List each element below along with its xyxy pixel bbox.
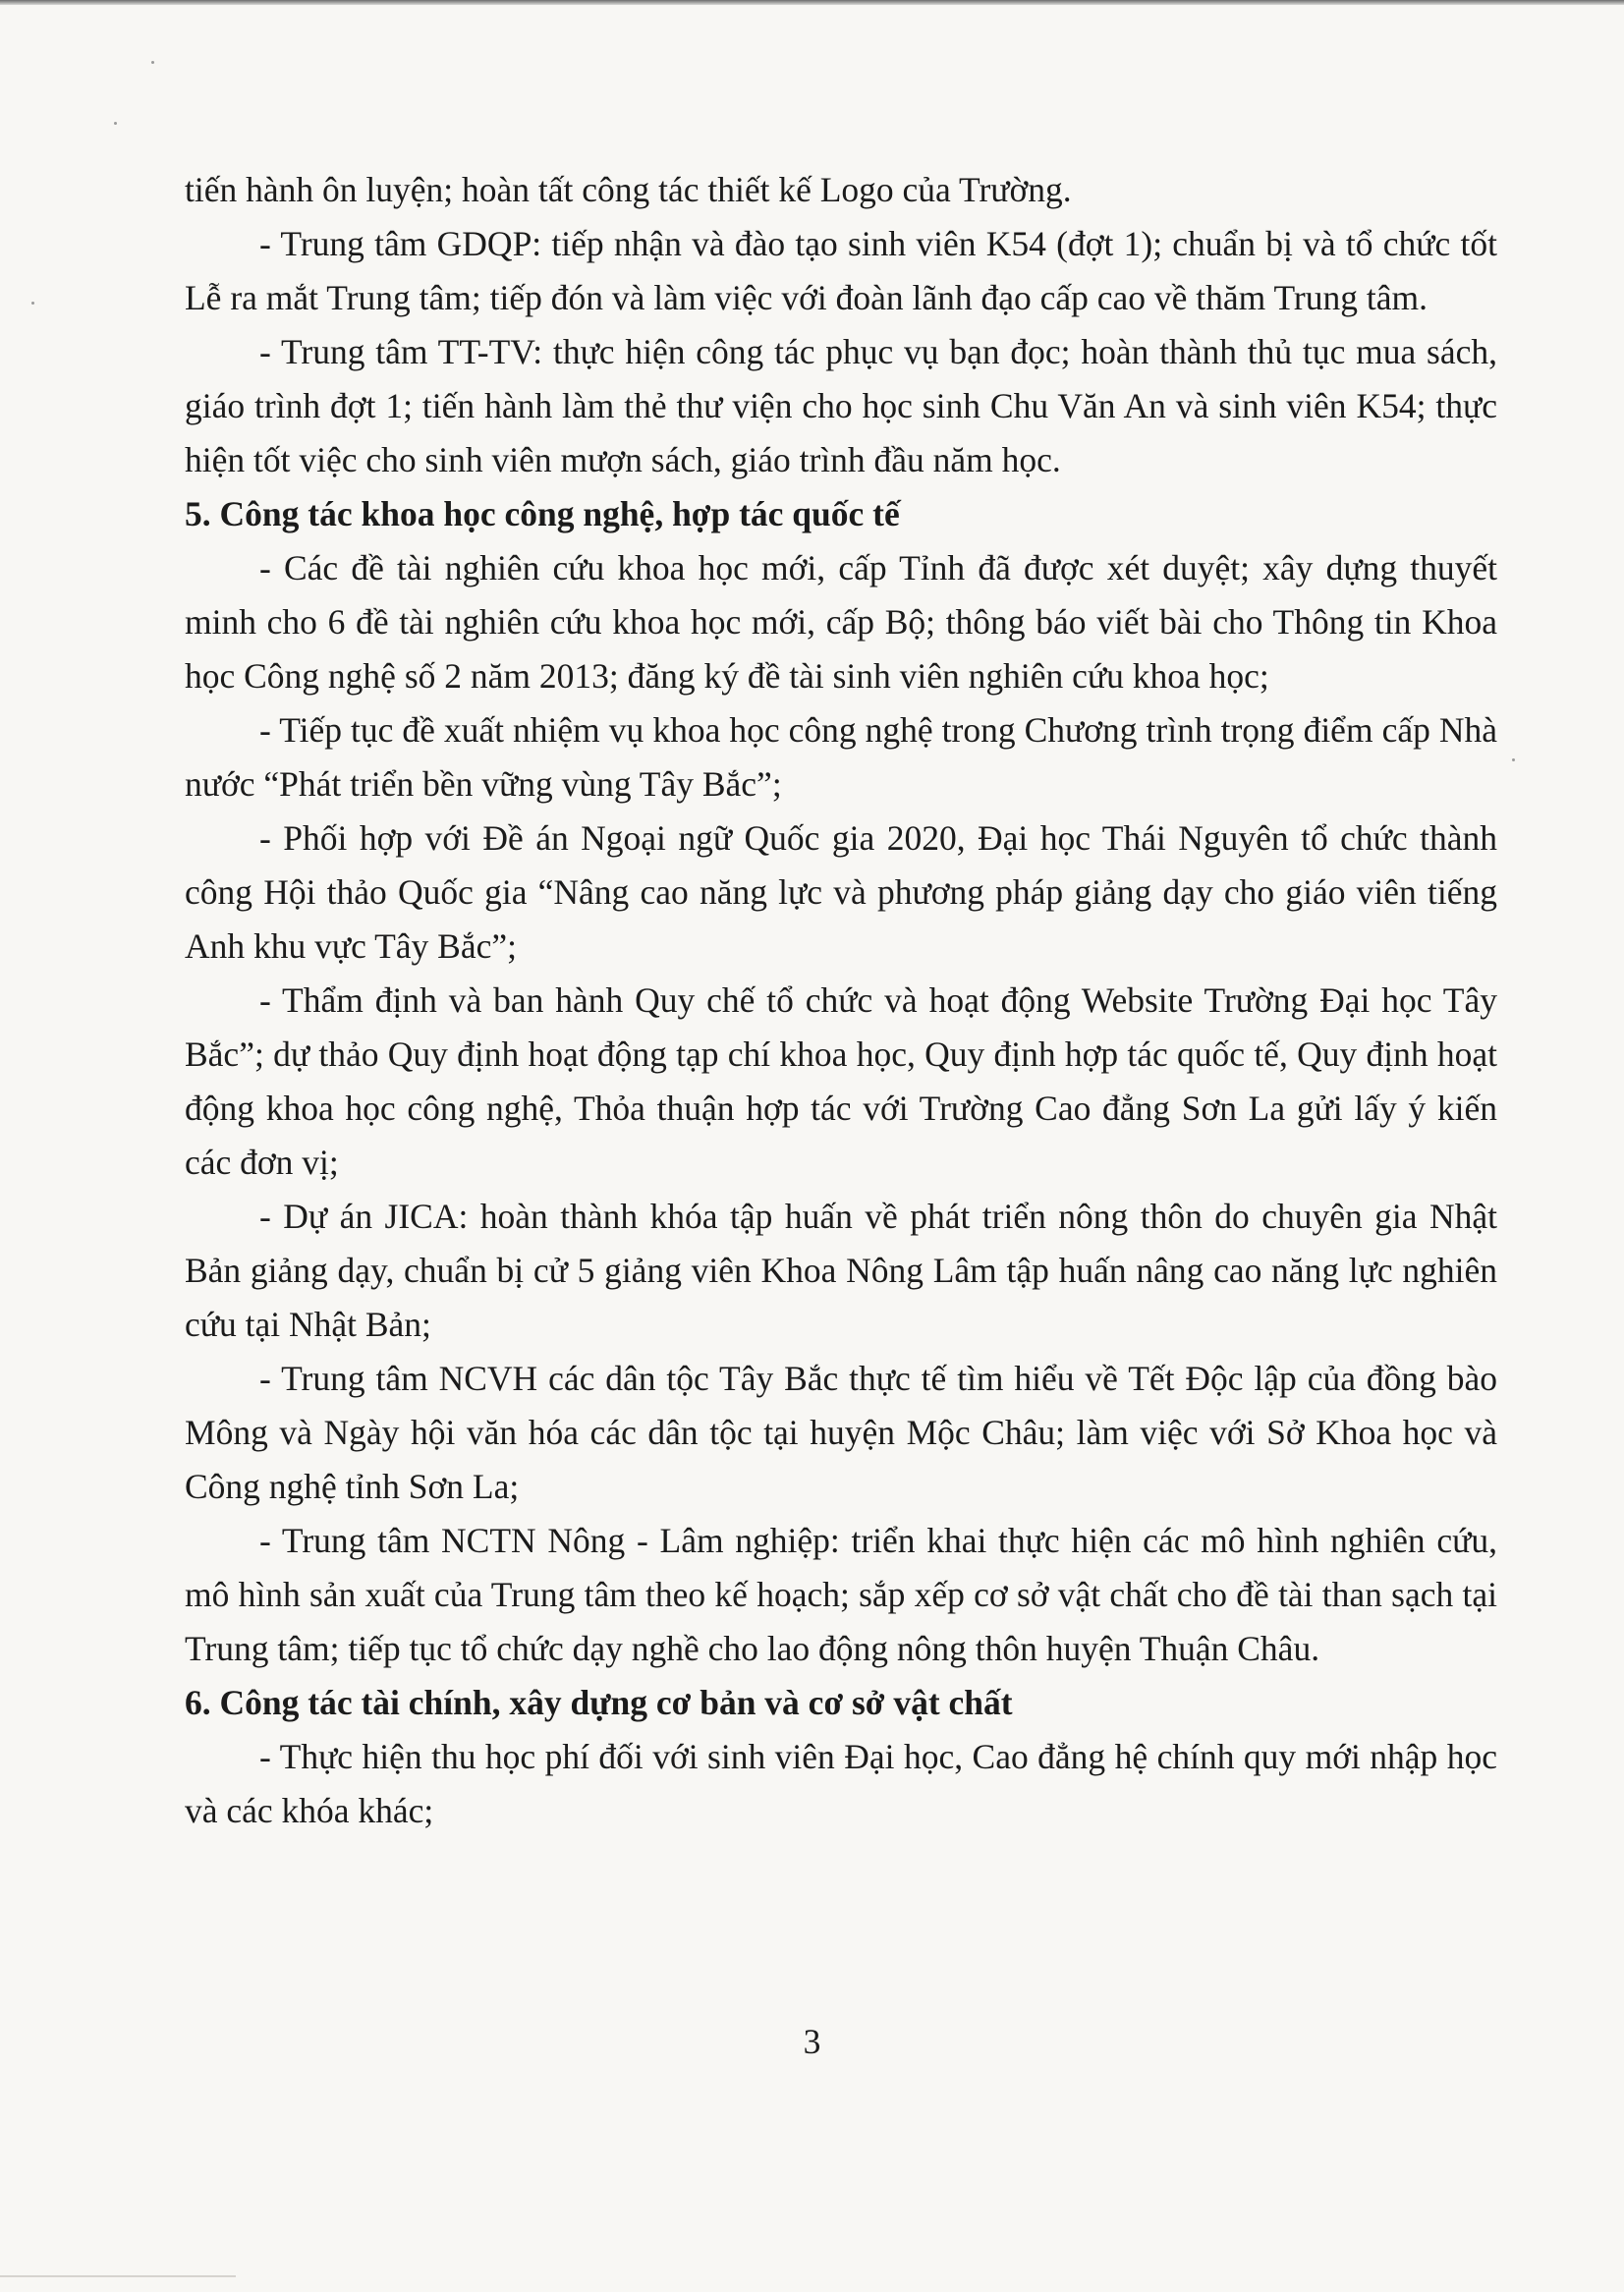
paragraph: - Trung tâm TT-TV: thực hiện công tác phục vụ bạn đọc; hoàn thành thủ tục mua sách, giáo trình đợt 1; tiến hành làm thẻ thư viện cho học sinh Chu Văn An và sinh viên K54; thực hiện tốt việc cho sinh viên mượn sách, giáo trình đầu năm học. (185, 332, 1497, 479)
scan-top-edge (0, 0, 1624, 5)
section-heading: 6. Công tác tài chính, xây dựng cơ bản và cơ sở vật chất (185, 1683, 1013, 1722)
scan-speck (31, 302, 34, 305)
paragraph: - Thực hiện thu học phí đối với sinh viên Đại học, Cao đẳng hệ chính quy mới nhập học và các khóa khác; (185, 1737, 1497, 1830)
paragraph: - Phối hợp với Đề án Ngoại ngữ Quốc gia 2020, Đại học Thái Nguyên tổ chức thành công Hội thảo Quốc gia “Nâng cao năng lực và phương pháp giảng dạy cho giáo viên tiếng Anh khu vực Tây Bắc”; (185, 818, 1497, 966)
scan-speck (151, 61, 154, 64)
paragraph: - Trung tâm NCVH các dân tộc Tây Bắc thực tế tìm hiểu về Tết Độc lập của đồng bào Mông và Ngày hội văn hóa các dân tộc tại huyện Mộc Châu; làm việc với Sở Khoa học và Công nghệ tỉnh Sơn La; (185, 1359, 1497, 1506)
paragraph: tiến hành ôn luyện; hoàn tất công tác thiết kế Logo của Trường. (185, 170, 1072, 209)
scan-speck (114, 122, 117, 125)
scan-speck (1512, 758, 1515, 761)
page-number: 3 (803, 2022, 821, 2061)
section-heading: 5. Công tác khoa học công nghệ, hợp tác quốc tế (185, 494, 900, 533)
paragraph: - Các đề tài nghiên cứu khoa học mới, cấp Tỉnh đã được xét duyệt; xây dựng thuyết minh cho 6 đề tài nghiên cứu khoa học mới, cấp Bộ; thông báo viết bài cho Thông tin Khoa học Công nghệ số 2 năm 2013; đăng ký đề tài sinh viên nghiên cứu khoa học; (185, 548, 1497, 696)
paragraph: - Dự án JICA: hoàn thành khóa tập huấn về phát triển nông thôn do chuyên gia Nhật Bản giảng dạy, chuẩn bị cử 5 giảng viên Khoa Nông Lâm tập huấn nâng cao năng lực nghiên cứu tại Nhật Bản; (185, 1197, 1497, 1344)
document-body (185, 163, 1497, 1838)
paragraph: - Tiếp tục đề xuất nhiệm vụ khoa học công nghệ trong Chương trình trọng điểm cấp Nhà nước “Phát triển bền vững vùng Tây Bắc”; (185, 710, 1497, 804)
scan-edge-line (0, 2275, 236, 2277)
paragraph: - Thẩm định và ban hành Quy chế tổ chức và hoạt động Website Trường Đại học Tây Bắc”; dự thảo Quy định hoạt động tạp chí khoa học, Quy định hợp tác quốc tế, Quy định hoạt động khoa học công nghệ, Thỏa thuận hợp tác với Trường Cao đẳng Sơn La gửi lấy ý kiến các đơn vị; (185, 980, 1497, 1182)
paragraph: - Trung tâm GDQP: tiếp nhận và đào tạo sinh viên K54 (đợt 1); chuẩn bị và tổ chức tốt Lễ ra mắt Trung tâm; tiếp đón và làm việc với đoàn lãnh đạo cấp cao về thăm Trung tâm. (185, 224, 1497, 317)
paragraph: - Trung tâm NCTN Nông - Lâm nghiệp: triển khai thực hiện các mô hình nghiên cứu, mô hình sản xuất của Trung tâm theo kế hoạch; sắp xếp cơ sở vật chất cho đề tài than sạch tại Trung tâm; tiếp tục tổ chức dạy nghề cho lao động nông thôn huyện Thuận Châu. (185, 1521, 1497, 1668)
